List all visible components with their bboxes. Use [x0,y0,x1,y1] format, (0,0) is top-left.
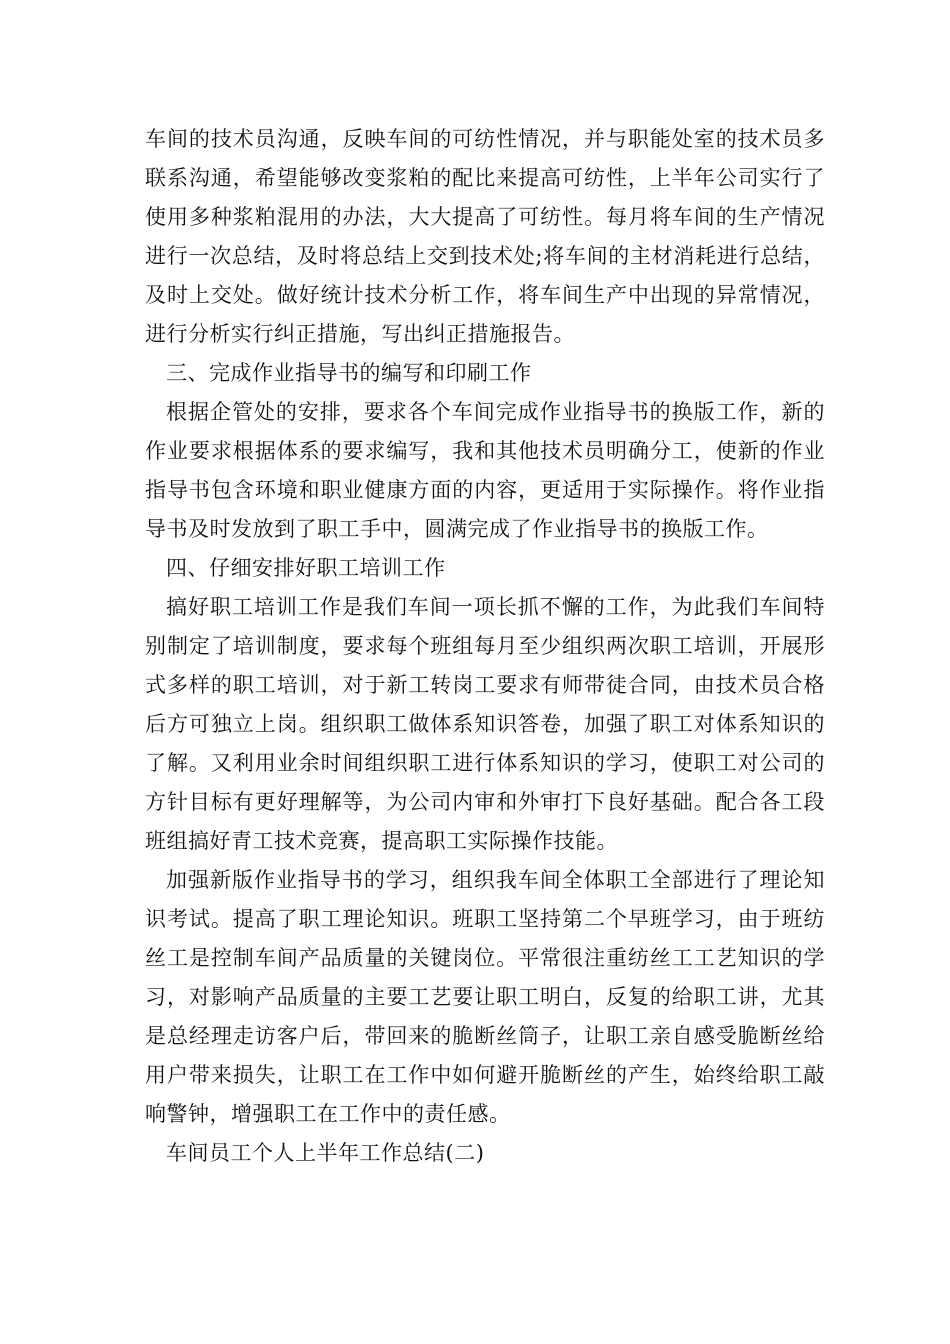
paragraph-new-instructions-study: 加强新版作业指导书的学习，组织我车间全体职工全部进行了理论知识考试。提高了职工理论知识。班职工坚持第二个早班学习，由于班纺丝工是控制车间产品质量的关键岗位。平常很注重纺丝工工艺知识的学习，对影响产品质量的主要工艺要让职工明白，反复的给职工讲，尤其是总经理走访客户后，带回来的脆断丝筒子，让职工亲自感受脆断丝给用户带来损失，让职工在工作中如何避开脆断丝的产生，始终给职工敲响警钟，增强职工在工作中的责任感。 [145,868,825,1126]
section-heading-3: 三、完成作业指导书的编写和印刷工作 [166,361,532,385]
paragraph-work-instructions: 根据企管处的安排，要求各个车间完成作业指导书的换版工作，新的作业要求根据体系的要求编写，我和其他技术员明确分工，使新的作业指导书包含环境和职业健康方面的内容，更适用于实际操作。将作业指导书及时发放到了职工手中，圆满完成了作业指导书的换版工作。 [145,400,825,541]
document-body [145,120,825,1173]
document-subtitle: 车间员工个人上半年工作总结(二) [166,1141,485,1165]
section-heading-4: 四、仔细安排好职工培训工作 [166,556,446,580]
paragraph-staff-training: 搞好职工培训工作是我们车间一项长抓不懈的工作，为此我们车间特别制定了培训制度，要求每个班组每月至少组织两次职工培训，开展形式多样的职工培训，对于新工转岗工要求有师带徒合同，由技术员合格后方可独立上岗。组织职工做体系知识答卷，加强了职工对体系知识的了解。又利用业余时间组织职工进行体系知识的学习，使职工对公司的方针目标有更好理解等，为公司内审和外审打下良好基础。配合各工段班组搞好青工技术竞赛，提高职工实际操作技能。 [145,595,825,853]
paragraph-continuation: 车间的技术员沟通，反映车间的可纺性情况，并与职能处室的技术员多联系沟通，希望能够改变浆粕的配比来提高可纺性，上半年公司实行了使用多种浆粕混用的办法，大大提高了可纺性。每月将车间的生产情况进行一次总结，及时将总结上交到技术处;将车间的主材消耗进行总结，及时上交处。做好统计技术分析工作，将车间生产中出现的异常情况，进行分析实行纠正措施，写出纠正措施报告。 [145,127,825,346]
